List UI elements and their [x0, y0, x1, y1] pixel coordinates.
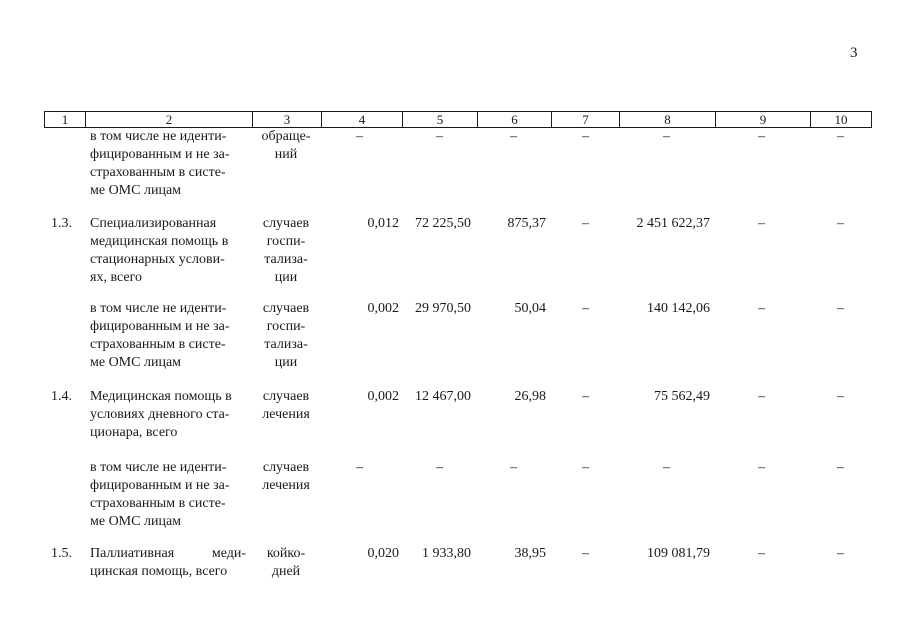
row-name-line: в том числе не иденти- [90, 129, 227, 144]
row-name-word: меди- [211, 546, 246, 561]
row-number: 1.3. [51, 216, 72, 231]
row-col5: 29 970,50 [415, 301, 471, 316]
row-name-line: стационарных услови- [90, 252, 225, 267]
header-col-9: 9 [715, 111, 811, 128]
row-name [90, 215, 246, 287]
row-name-line: ционара, всего [90, 425, 178, 440]
row-unit [258, 300, 314, 372]
row-col8: – [663, 129, 670, 144]
row-unit [258, 545, 314, 581]
row-name [90, 300, 246, 372]
row-col9: – [758, 129, 765, 144]
row-unit-line: случаев [262, 460, 310, 475]
header-col-3: 3 [252, 111, 322, 128]
header-col-4: 4 [321, 111, 403, 128]
row-unit [258, 215, 314, 287]
row-col10: – [837, 129, 844, 144]
row-col4: 0,002 [367, 389, 399, 404]
row-col6: – [510, 129, 517, 144]
row-col4: – [356, 460, 363, 475]
row-col8: 75 562,49 [654, 389, 710, 404]
row-col8: 109 081,79 [647, 546, 710, 561]
row-unit-line: лечения [262, 407, 310, 422]
row-unit [258, 128, 314, 164]
row-number: 1.5. [51, 546, 72, 561]
row-name [90, 545, 246, 581]
row-name-line: медицинская помощь в [90, 234, 229, 249]
row-number: 1.4. [51, 389, 72, 404]
row-col6: 38,95 [514, 546, 546, 561]
row-col9: – [758, 301, 765, 316]
row-col9: – [758, 460, 765, 475]
header-col-5: 5 [402, 111, 478, 128]
row-col10: – [837, 301, 844, 316]
header-col-8: 8 [619, 111, 716, 128]
row-unit-line: ции [274, 355, 298, 370]
row-col5: 1 933,80 [422, 546, 471, 561]
row-name-line: фицированным и не за- [90, 147, 230, 162]
page-number: 3 [850, 45, 858, 61]
row-name-word: Паллиативная [90, 546, 175, 561]
row-col6: – [510, 460, 517, 475]
row-unit-line: обраще- [261, 129, 311, 144]
row-name-line: фицированным и не за- [90, 319, 230, 334]
row-col10: – [837, 460, 844, 475]
row-col7: – [582, 389, 589, 404]
row-name-line [90, 545, 246, 563]
row-unit [258, 459, 314, 495]
row-name [90, 459, 246, 531]
row-name [90, 128, 246, 200]
row-unit-line: случаев [262, 389, 310, 404]
row-name-line: условиях дневного ста- [90, 407, 230, 422]
row-unit-line: тализа- [264, 252, 308, 267]
header-col-10: 10 [810, 111, 872, 128]
row-name-line: цинская помощь, всего [90, 564, 228, 579]
row-name-line: Медицинская помощь в [90, 389, 232, 404]
row-col6: 26,98 [514, 389, 546, 404]
row-col10: – [837, 546, 844, 561]
row-name-line: в том числе не иденти- [90, 301, 227, 316]
header-col-6: 6 [477, 111, 552, 128]
row-col4: 0,002 [367, 301, 399, 316]
row-col9: – [758, 546, 765, 561]
row-name-line: ях, всего [90, 270, 142, 285]
row-name-line: фицированным и не за- [90, 478, 230, 493]
row-col10: – [837, 216, 844, 231]
row-unit-line: тализа- [264, 337, 308, 352]
row-col7: – [582, 460, 589, 475]
row-name [90, 388, 246, 442]
row-name-line: ме ОМС лицам [90, 183, 182, 198]
row-name-line: страхованным в систе- [90, 337, 226, 352]
row-col6: 50,04 [514, 301, 546, 316]
row-col7: – [582, 546, 589, 561]
row-unit-line: лечения [262, 478, 310, 493]
row-name-line: Специализированная [90, 216, 217, 231]
row-unit-line: случаев [262, 216, 310, 231]
row-col10: – [837, 389, 844, 404]
row-unit-line: дней [271, 564, 301, 579]
row-unit-line: госпи- [266, 234, 306, 249]
row-unit [258, 388, 314, 424]
row-col5: 12 467,00 [415, 389, 471, 404]
header-col-2: 2 [85, 111, 253, 128]
row-col8: 2 451 622,37 [636, 216, 710, 231]
row-col6: 875,37 [507, 216, 546, 231]
row-col8: – [663, 460, 670, 475]
row-col5: 72 225,50 [415, 216, 471, 231]
row-unit-line: случаев [262, 301, 310, 316]
row-name-line: страхованным в систе- [90, 496, 226, 511]
row-unit-line: койко- [266, 546, 306, 561]
row-col4: – [356, 129, 363, 144]
row-col4: 0,012 [367, 216, 399, 231]
row-col7: – [582, 129, 589, 144]
header-col-7: 7 [551, 111, 620, 128]
row-col8: 140 142,06 [647, 301, 710, 316]
row-name-line: страхованным в систе- [90, 165, 226, 180]
row-unit-line: госпи- [266, 319, 306, 334]
row-name-line: ме ОМС лицам [90, 355, 182, 370]
row-col4: 0,020 [367, 546, 399, 561]
row-name-line: в том числе не иденти- [90, 460, 227, 475]
row-unit-line: ции [274, 270, 298, 285]
row-col9: – [758, 216, 765, 231]
row-col7: – [582, 216, 589, 231]
row-col5: – [436, 460, 443, 475]
row-col5: – [436, 129, 443, 144]
header-col-1: 1 [44, 111, 86, 128]
row-unit-line: ний [274, 147, 298, 162]
row-col7: – [582, 301, 589, 316]
row-col9: – [758, 389, 765, 404]
row-name-line: ме ОМС лицам [90, 514, 182, 529]
